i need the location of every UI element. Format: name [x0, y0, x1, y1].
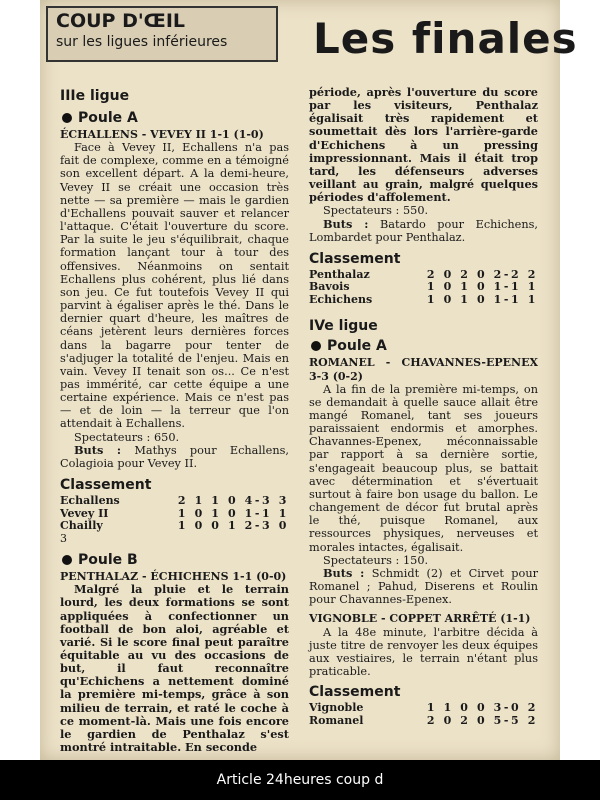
match-heading: ÉCHALLENS - VEVEY II 1-1 (1-0) [60, 128, 264, 141]
league-heading: IVe ligue [309, 318, 378, 335]
table-row [309, 702, 538, 715]
team-name: Chailly [60, 519, 103, 533]
goals-label: Buts : [323, 216, 369, 231]
header-title: COUP D'ŒIL [56, 10, 186, 32]
poule-heading [60, 550, 289, 570]
goals [309, 567, 538, 606]
standings-heading: Classement [60, 477, 152, 494]
team-stats: 2 0 2 0 5-5 2 [426, 713, 538, 727]
article-paragraph: A la 48e minute, l'arbitre décida à juste titre de renvoyer les deux équipes aux vestiaires, le terrain n'étant plus praticable. [309, 625, 538, 678]
standings-heading: Classement [309, 684, 401, 701]
article-paragraph: Face à Vevey II, Echallens n'a pas fait de complexe, comme en a témoigné son excellent départ. A la demi-heure, Vevey II se créait une occasion très nette — sa première — mais le gardien d'Echallens pouvait sauver et relancer l'attaque. C'était l'ouverture du score. Par la suite le jeu s'équilibrait, chaque formation lançant tour à tour des offensives. Néanmoins on sentait Echallens plus cohérent, plus lié dans son jeu. Ce fut toutefois Vevey II qui parvint à égaliser après le thé. Dans le dernier quart d'heure, les maîtres de céans jetèrent leurs dernières forces dans la bagarre pour tenter de s'adjuger la totalité de l'enjeu. Mais en vain. Vevey II tenait son os... Ce n'est pas immérité, car cette équipe a une certaine expérience. Mais ce n'est pas — et de loin — la terreur que l'on attendait à Echallens. [60, 141, 289, 431]
standings-table [309, 269, 538, 307]
team-name: Vevey II [60, 506, 109, 520]
bullet-icon [62, 113, 72, 123]
spectators: Spectateurs : 650. [74, 430, 180, 444]
table-row [60, 520, 289, 533]
left-column [60, 86, 289, 754]
team-name: Penthalaz [309, 267, 370, 281]
bullet-icon [311, 341, 321, 351]
goals [60, 444, 289, 470]
poule-label: Poule A [78, 110, 138, 126]
headline: Les finales [313, 14, 578, 63]
standings-heading: Classement [309, 250, 401, 267]
goals-text: Mathys pour Echallens, Colagioia pour Vevey II. [60, 443, 289, 470]
stray-number: 3 [60, 531, 67, 545]
goals-label: Buts : [323, 565, 365, 580]
table-row [60, 495, 289, 508]
poule-heading [60, 108, 289, 128]
goals-text: Batardo pour Echichens, Lombardet pour Penthalaz. [309, 217, 538, 244]
poule-label: Poule A [327, 338, 387, 355]
article-paragraph: Malgré la pluie et le terrain lourd, les deux formations se sont appliquées à confectionner un football de bon aloi, agréable et varié. Si le score final peut paraître équitable au vu des occasions de but, il faut reconnaître qu'Echichens a nettement dominé la première mi-temps, grâce à son milieu de terrain, et raté le coche à ce moment-là. Mais une fois encore le gardien de Penthalaz s'est montré intraitable. En seconde [60, 582, 289, 755]
team-name: Vignoble [309, 701, 364, 715]
league-heading: IIIe ligue [60, 88, 130, 104]
team-name: Echallens [60, 494, 120, 508]
right-column [309, 86, 538, 727]
header-subtitle: sur les ligues inférieures [56, 34, 228, 50]
bullet-icon [62, 555, 72, 565]
spectators: Spectateurs : 550. [323, 204, 429, 218]
article-paragraph: période, après l'ouverture du score par les visiteurs, Penthalaz égalisait très rapidement et soumettait dès lors l'arrière-garde d'Echichens à un pressing impressionnant. Mais il était trop tard, les défenseurs adverses veillant au grain, malgré quelques périodes d'affolement. [309, 85, 538, 205]
team-stats: 1 0 1 0 1-1 1 [426, 280, 538, 294]
poule-heading [309, 336, 538, 356]
team-name: Bavois [309, 280, 350, 294]
team-stats: 1 0 1 0 1-1 1 [426, 292, 538, 306]
table-row [309, 281, 538, 294]
table-row [309, 715, 538, 728]
goals [309, 218, 538, 244]
image-caption: Article 24heures coup d [0, 760, 600, 800]
team-stats: 2 1 1 0 4-3 3 [177, 494, 289, 508]
spectators: Spectateurs : 150. [323, 553, 429, 567]
match-heading: PENTHALAZ - ÉCHICHENS 1-1 (0-0) [60, 570, 287, 584]
team-name: Echichens [309, 292, 373, 306]
table-row [309, 294, 538, 307]
goals-text: Schmidt (2) et Cirvet pour Romanel ; Pahud, Diserens et Roulin pour Chavannes-Epenex. [309, 566, 538, 607]
standings-table [309, 702, 538, 727]
team-stats: 1 1 0 0 3-0 2 [426, 701, 538, 715]
standings-table [60, 495, 289, 545]
poule-label: Poule B [78, 552, 138, 569]
team-stats: 2 0 2 0 2-2 2 [426, 267, 538, 281]
match-heading: VIGNOBLE - COPPET ARRÊTÉ (1-1) [309, 612, 531, 626]
article-paragraph: A la fin de la première mi-temps, on se demandait à quelle sauce allait être mangé Romanel, tant ses joueurs paraissaient endormis et amorphes. Chavannes-Epenex, méconnaissable par rapport à sa dernière sortie, s'engageait beaucoup plus, se battait avec détermination et s'évertuait surtout à faire bon usage du ballon. Le changement de décor fut brutal après le thé, puisque Romanel, aux ressources physiques, nerveuses et morales intactes, égalisait. [309, 382, 538, 554]
goals-label: Buts : [74, 442, 122, 457]
team-stats: 1 0 0 1 2-3 0 [177, 519, 289, 533]
team-stats: 1 0 1 0 1-1 1 [177, 506, 289, 520]
match-heading: ROMANEL - CHAVANNES-EPENEX 3-3 (0-2) [309, 356, 538, 383]
team-name: Romanel [309, 713, 364, 727]
header-box [46, 6, 278, 62]
